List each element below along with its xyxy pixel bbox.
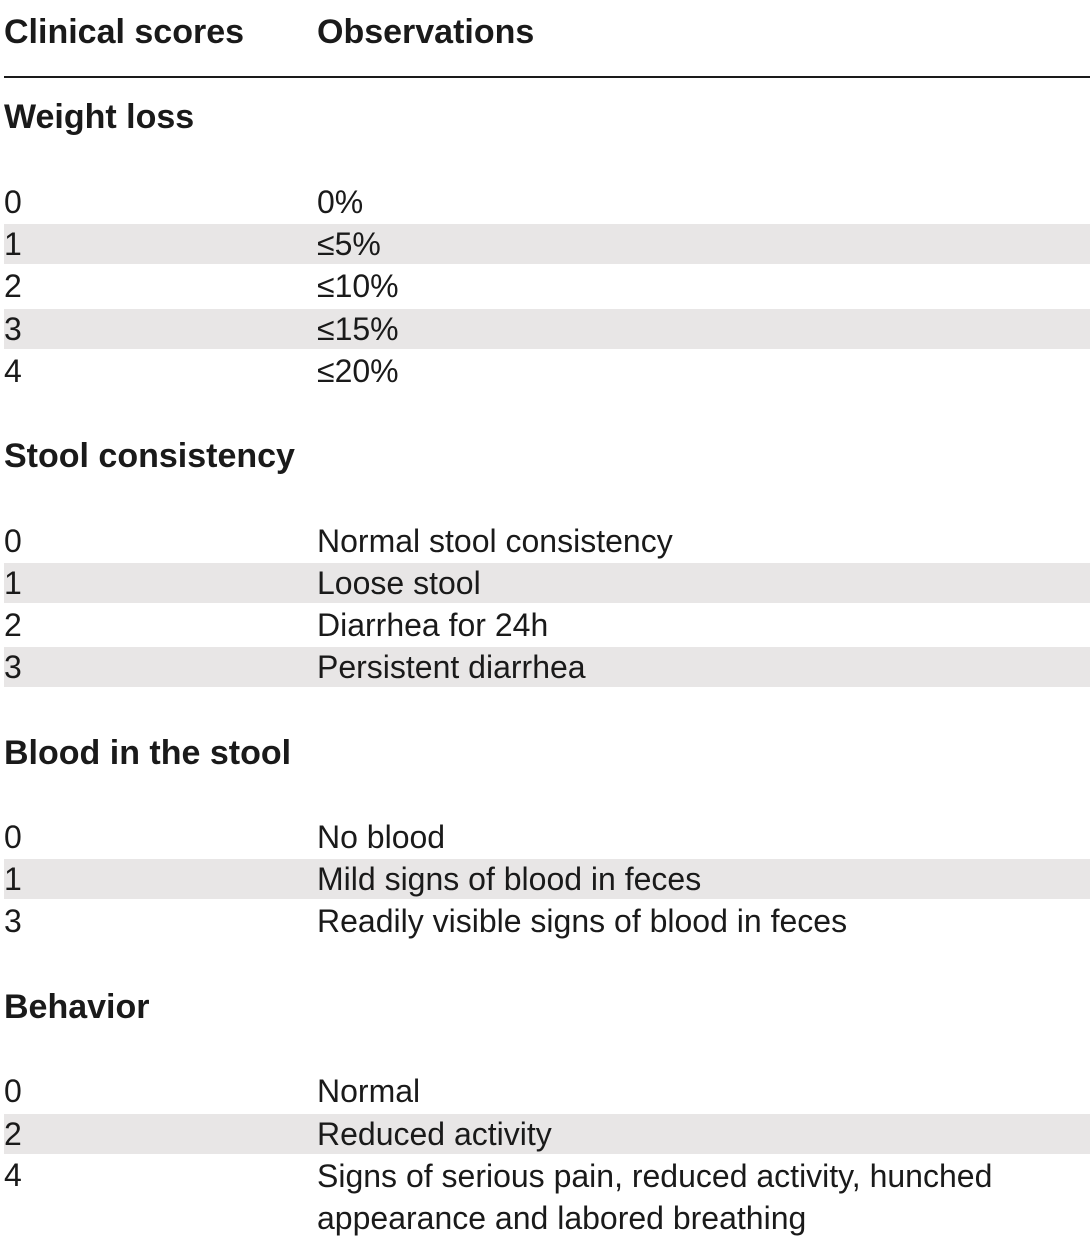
score-cell: 0 xyxy=(4,819,22,855)
score-cell: 3 xyxy=(4,311,22,347)
observation-cell: Loose stool xyxy=(317,565,481,601)
table-row xyxy=(4,647,1090,687)
section-title-stool-consistency: Stool consistency xyxy=(4,437,295,475)
score-cell: 2 xyxy=(4,1116,22,1152)
section-title-behavior: Behavior xyxy=(4,988,150,1026)
observation-cell: ≤20% xyxy=(317,353,399,389)
header-clinical-scores: Clinical scores xyxy=(4,13,245,51)
score-cell: 4 xyxy=(4,353,22,389)
observation-cell: Mild signs of blood in feces xyxy=(317,861,702,897)
observation-cell: Signs of serious pain, reduced activity, hunched appearance and labored breathing xyxy=(317,1158,993,1236)
table-row xyxy=(4,817,1090,857)
table-row xyxy=(4,605,1090,645)
score-cell: 2 xyxy=(4,268,22,304)
table-row xyxy=(4,1071,1090,1111)
section-title-weight-loss: Weight loss xyxy=(4,98,195,136)
score-cell: 0 xyxy=(4,523,22,559)
score-cell: 0 xyxy=(4,1073,22,1109)
table-header xyxy=(4,0,1090,78)
score-cell: 1 xyxy=(4,226,22,262)
observation-cell: Persistent diarrhea xyxy=(317,649,586,685)
observation-cell: Reduced activity xyxy=(317,1116,552,1152)
observation-cell: 0% xyxy=(317,184,364,220)
score-cell: 1 xyxy=(4,565,22,601)
observation-cell: ≤10% xyxy=(317,268,399,304)
score-cell: 2 xyxy=(4,607,22,643)
table-row xyxy=(4,563,1090,603)
score-cell: 4 xyxy=(4,1157,22,1193)
observation-cell: ≤5% xyxy=(317,226,381,262)
score-cell: 3 xyxy=(4,649,22,685)
table-row xyxy=(4,309,1090,349)
table-row xyxy=(4,859,1090,899)
table-row xyxy=(4,351,1090,391)
table-row xyxy=(4,1155,1090,1239)
table-row xyxy=(4,266,1090,306)
score-cell: 3 xyxy=(4,903,22,939)
score-cell: 1 xyxy=(4,861,22,897)
table-row xyxy=(4,182,1090,222)
table-row xyxy=(4,224,1090,264)
clinical-scores-table xyxy=(4,0,1090,1236)
observation-cell: No blood xyxy=(317,819,446,855)
header-observations: Observations xyxy=(317,13,535,51)
observation-cell: Readily visible signs of blood in feces xyxy=(317,903,848,939)
observation-cell: ≤15% xyxy=(317,311,399,347)
observation-cell: Diarrhea for 24h xyxy=(317,607,549,643)
score-cell: 0 xyxy=(4,184,22,220)
table-row xyxy=(4,521,1090,561)
observation-cell: Normal xyxy=(317,1073,421,1109)
table-row xyxy=(4,901,1090,941)
table-row xyxy=(4,1114,1090,1154)
section-title-blood-in-stool: Blood in the stool xyxy=(4,734,292,772)
observation-cell: Normal stool consistency xyxy=(317,523,673,559)
